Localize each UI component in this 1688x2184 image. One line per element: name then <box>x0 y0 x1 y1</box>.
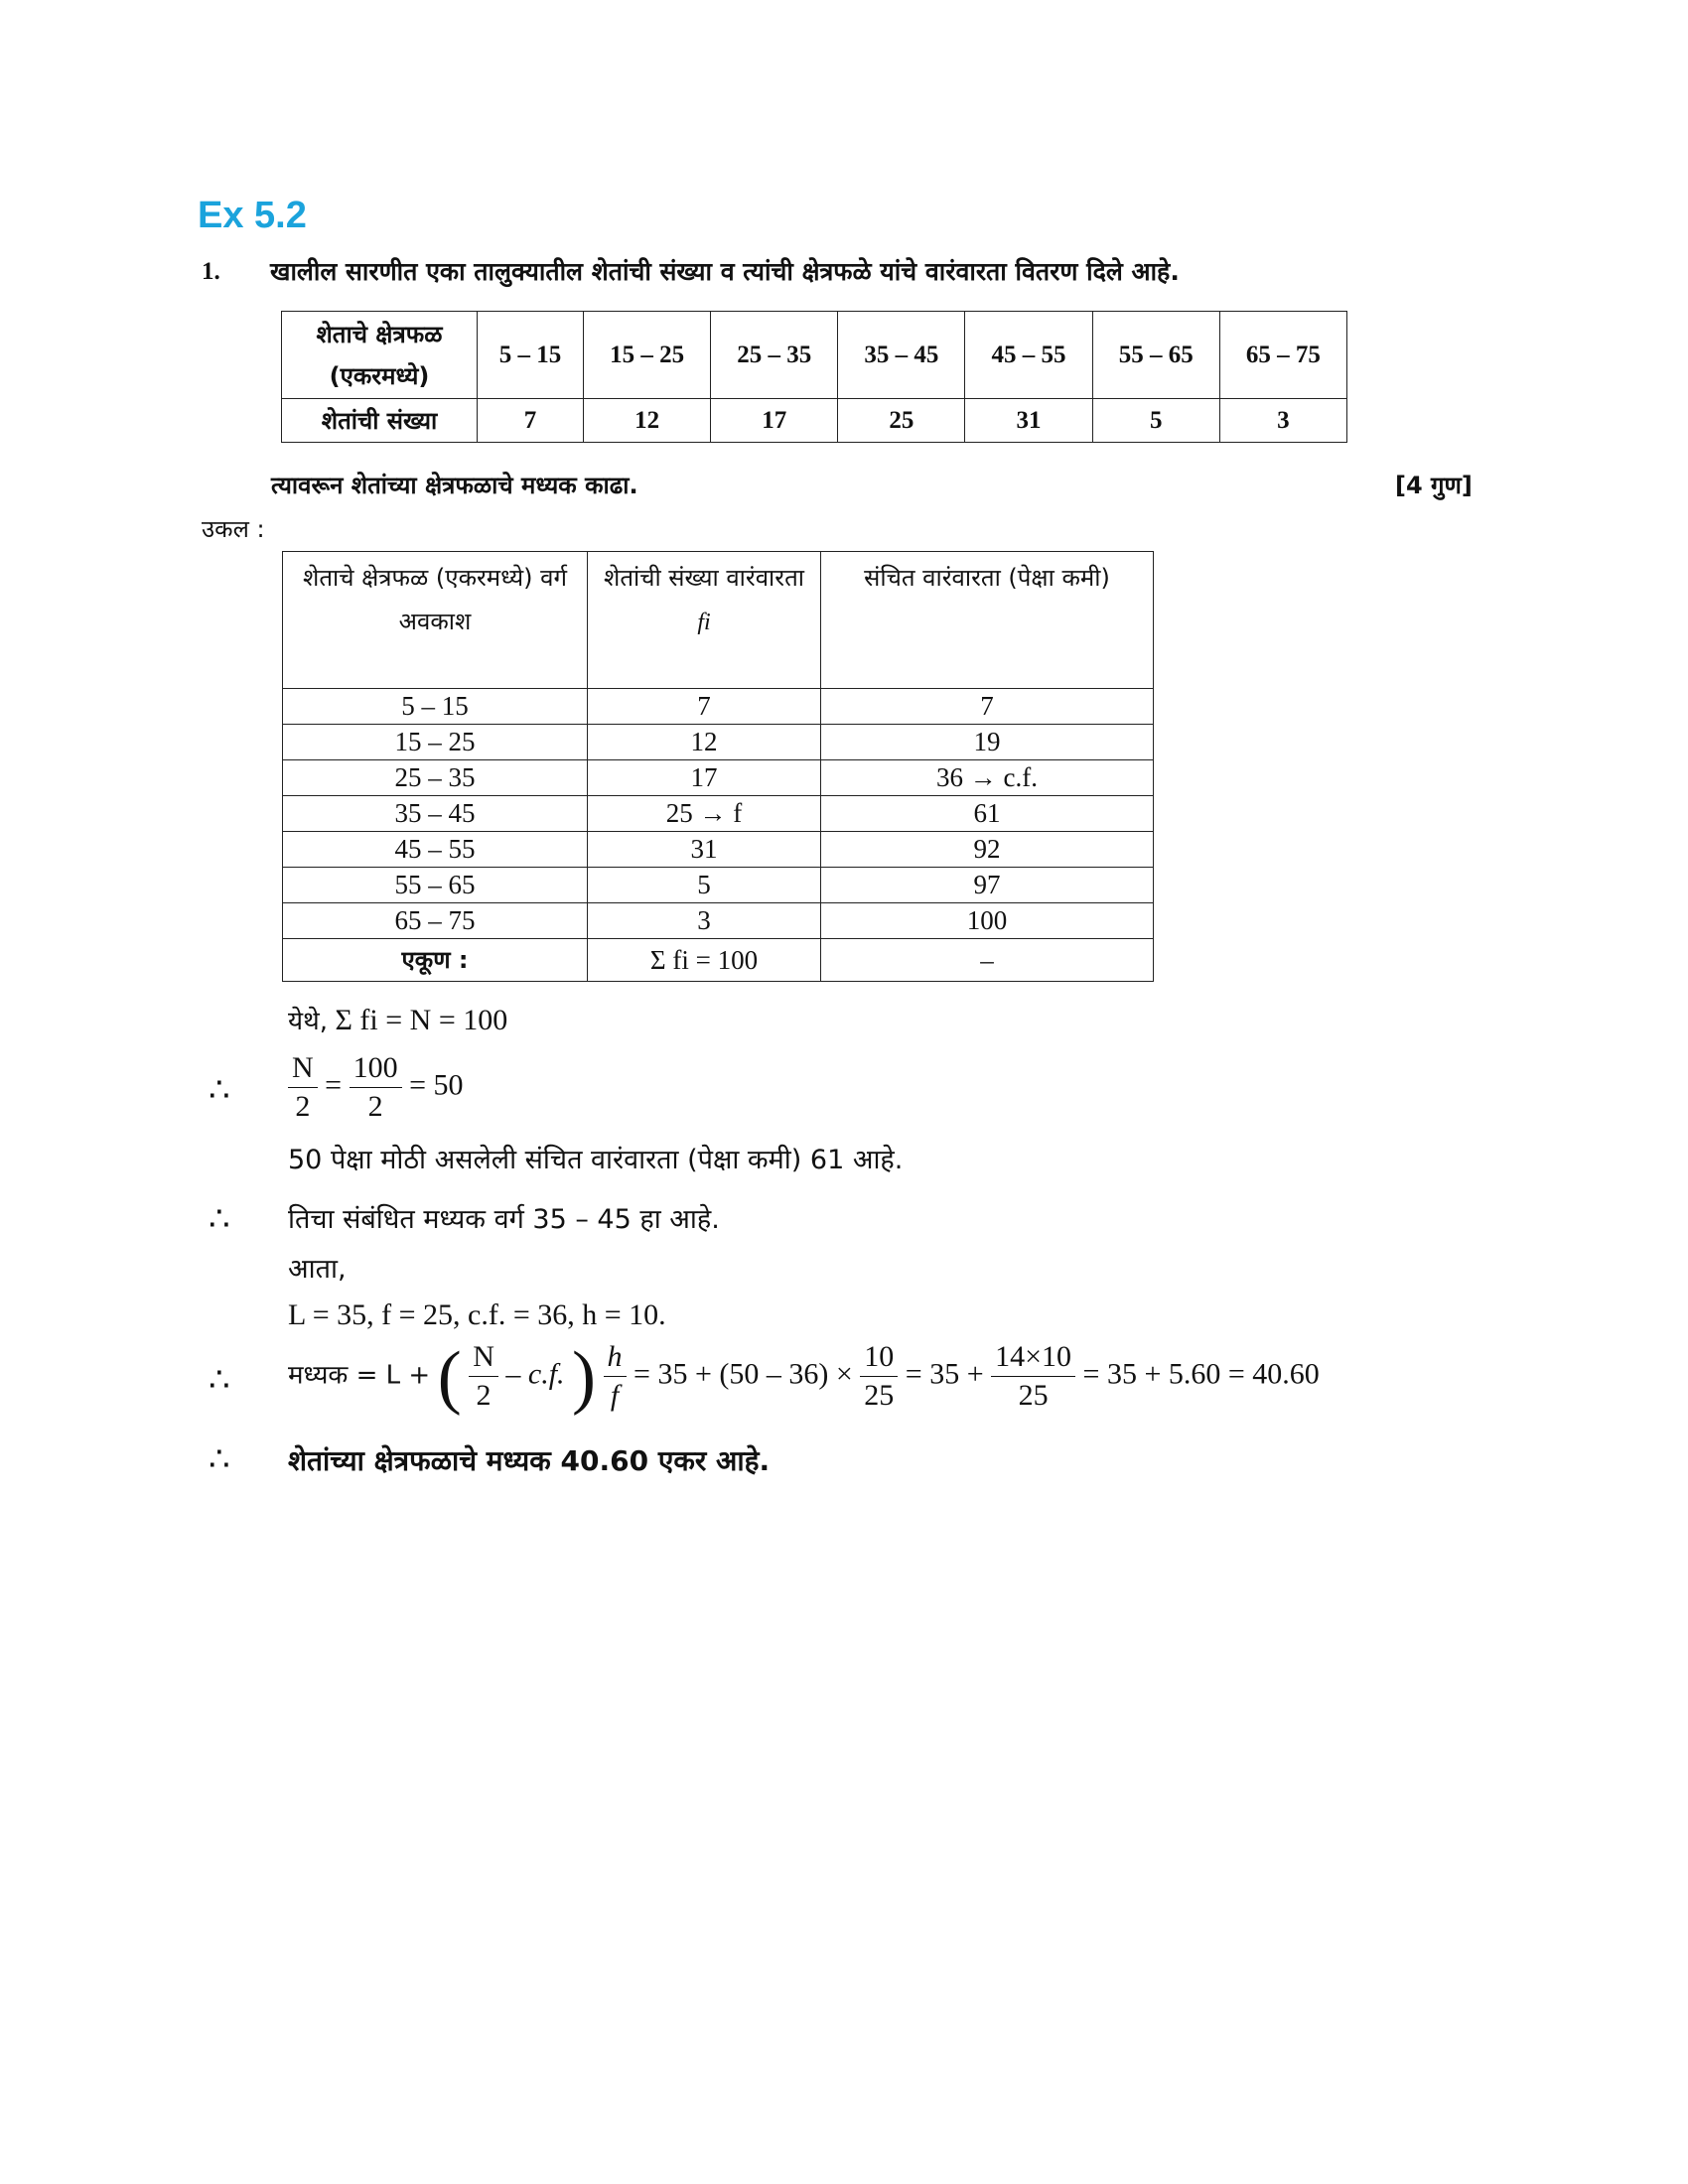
question-number: 1. <box>202 258 220 285</box>
close-paren: ) <box>572 1336 597 1417</box>
step-two: = 35 + <box>905 1357 984 1391</box>
table-row <box>283 725 1154 760</box>
frequency-cell: 7 <box>588 689 821 725</box>
line-median-class: तिचा संबंधित मध्यक वर्ग 35 – 45 हा आहे. <box>288 1204 720 1235</box>
class-cell: 15 – 25 <box>283 725 588 760</box>
line-n-half <box>288 1049 464 1126</box>
total-cumulative: – <box>821 939 1154 982</box>
minus-cf: – c.f. <box>505 1357 565 1391</box>
therefore-symbol: ∴ <box>209 1201 230 1238</box>
exercise-heading: Ex 5.2 <box>198 195 307 236</box>
marks-label: [4 गुण] <box>1395 472 1473 499</box>
header-class: शेताचे क्षेत्रफळ (एकरमध्ये) वर्ग अवकाश <box>283 552 588 689</box>
cumulative-cell: 100 <box>821 903 1154 939</box>
class-cell: 25 – 35 <box>283 760 588 796</box>
numerator: h <box>604 1338 627 1377</box>
frequency-cell: 17 <box>588 760 821 796</box>
table-row <box>283 868 1154 903</box>
denominator: 2 <box>295 1090 311 1123</box>
result: = 50 <box>409 1068 464 1102</box>
cumulative-cell: 19 <box>821 725 1154 760</box>
fraction-100-over-2 <box>350 1049 402 1126</box>
denominator: 25 <box>864 1379 895 1412</box>
cumulative-cell: 92 <box>821 832 1154 868</box>
numerator: N <box>288 1049 318 1088</box>
numerator: 100 <box>350 1049 402 1088</box>
therefore-symbol: ∴ <box>209 1441 230 1478</box>
class-cell: 35 – 45 <box>838 312 965 399</box>
table-header-row <box>283 552 1154 689</box>
row-label-area: शेताचे क्षेत्रफळ (एकरमध्ये) <box>282 312 478 399</box>
therefore-symbol: ∴ <box>209 1072 230 1109</box>
denominator: f <box>610 1379 620 1412</box>
count-cell: 7 <box>478 399 584 443</box>
fraction-n-over-2 <box>288 1049 318 1126</box>
table-row <box>283 760 1154 796</box>
question-table <box>281 311 1347 443</box>
class-cell: 15 – 25 <box>584 312 711 399</box>
fraction-140-over-25 <box>991 1338 1075 1415</box>
count-cell: 5 <box>1092 399 1219 443</box>
step-one: = 35 + (50 – 36) × <box>633 1357 853 1391</box>
line-sum-prefix: येथे, <box>288 1007 328 1036</box>
class-cell: 55 – 65 <box>283 868 588 903</box>
header-frequency <box>588 552 821 689</box>
row-label-count: शेतांची संख्या <box>282 399 478 443</box>
conclusion: शेतांच्या क्षेत्रफळाचे मध्यक 40.60 एकर आहे. <box>288 1444 771 1477</box>
numerator: N <box>469 1338 498 1377</box>
header-frequency-label: शेतांची संख्या वारंवारता <box>604 564 804 592</box>
total-frequency: Σ fi = 100 <box>588 939 821 982</box>
header-cumulative: संचित वारंवारता (पेक्षा कमी) <box>821 552 1154 689</box>
numerator: 10 <box>860 1338 898 1377</box>
table-row <box>283 903 1154 939</box>
denominator: 2 <box>476 1379 492 1412</box>
count-cell: 17 <box>711 399 838 443</box>
median-label: मध्यक = L + <box>288 1360 431 1391</box>
table-row <box>282 399 1347 443</box>
frequency-cell: 31 <box>588 832 821 868</box>
line-sum <box>288 1002 507 1037</box>
line-cf-greater: 50 पेक्षा मोठी असलेली संचित वारंवारता (पेक्षा कमी) 61 आहे. <box>288 1145 904 1175</box>
class-cell: 65 – 75 <box>283 903 588 939</box>
line-now: आता, <box>288 1254 347 1285</box>
equals-sign: = <box>325 1068 343 1102</box>
frequency-cell: 3 <box>588 903 821 939</box>
table-row <box>283 689 1154 725</box>
count-cell: 3 <box>1219 399 1346 443</box>
class-cell: 25 – 35 <box>711 312 838 399</box>
cumulative-cell: 36 → c.f. <box>821 760 1154 796</box>
frequency-cell: 12 <box>588 725 821 760</box>
denominator: 2 <box>367 1090 383 1123</box>
question-ask: त्यावरून शेतांच्या क्षेत्रफळाचे मध्यक काढा. <box>271 472 638 499</box>
cumulative-cell: 61 <box>821 796 1154 832</box>
table-row <box>283 796 1154 832</box>
header-frequency-symbol: fi <box>697 610 711 635</box>
count-cell: 31 <box>965 399 1092 443</box>
table-row <box>282 312 1347 399</box>
solution-label: उकल : <box>202 515 265 543</box>
denominator: 25 <box>1018 1379 1049 1412</box>
line-values: L = 35, f = 25, c.f. = 36, h = 10. <box>288 1298 666 1331</box>
count-cell: 25 <box>838 399 965 443</box>
class-cell: 45 – 55 <box>283 832 588 868</box>
frequency-cell: 25 → f <box>588 796 821 832</box>
class-cell: 55 – 65 <box>1092 312 1219 399</box>
frequency-cell: 5 <box>588 868 821 903</box>
class-cell: 65 – 75 <box>1219 312 1346 399</box>
count-cell: 12 <box>584 399 711 443</box>
class-cell: 45 – 55 <box>965 312 1092 399</box>
class-cell: 5 – 15 <box>478 312 584 399</box>
total-label: एकूण : <box>283 939 588 982</box>
open-paren: ( <box>437 1336 462 1417</box>
class-cell: 35 – 45 <box>283 796 588 832</box>
table-total-row <box>283 939 1154 982</box>
step-three: = 35 + 5.60 = 40.60 <box>1082 1357 1320 1391</box>
median-formula <box>288 1338 1320 1415</box>
fraction-h-over-f <box>604 1338 627 1415</box>
line-sum-math: Σ fi = N = 100 <box>335 1004 508 1036</box>
numerator: 14×10 <box>991 1338 1075 1377</box>
fraction-10-over-25 <box>860 1338 898 1415</box>
fraction-n-over-2 <box>469 1338 498 1415</box>
solution-table <box>282 551 1154 982</box>
therefore-symbol: ∴ <box>209 1362 230 1399</box>
class-cell: 5 – 15 <box>283 689 588 725</box>
question-text: खालील सारणीत एका तालुक्यातील शेतांची संख्या व त्यांची क्षेत्रफळे यांचे वारंवारता वितरण दिले आहे. <box>270 257 1180 286</box>
cumulative-cell: 7 <box>821 689 1154 725</box>
cumulative-cell: 97 <box>821 868 1154 903</box>
table-row <box>283 832 1154 868</box>
